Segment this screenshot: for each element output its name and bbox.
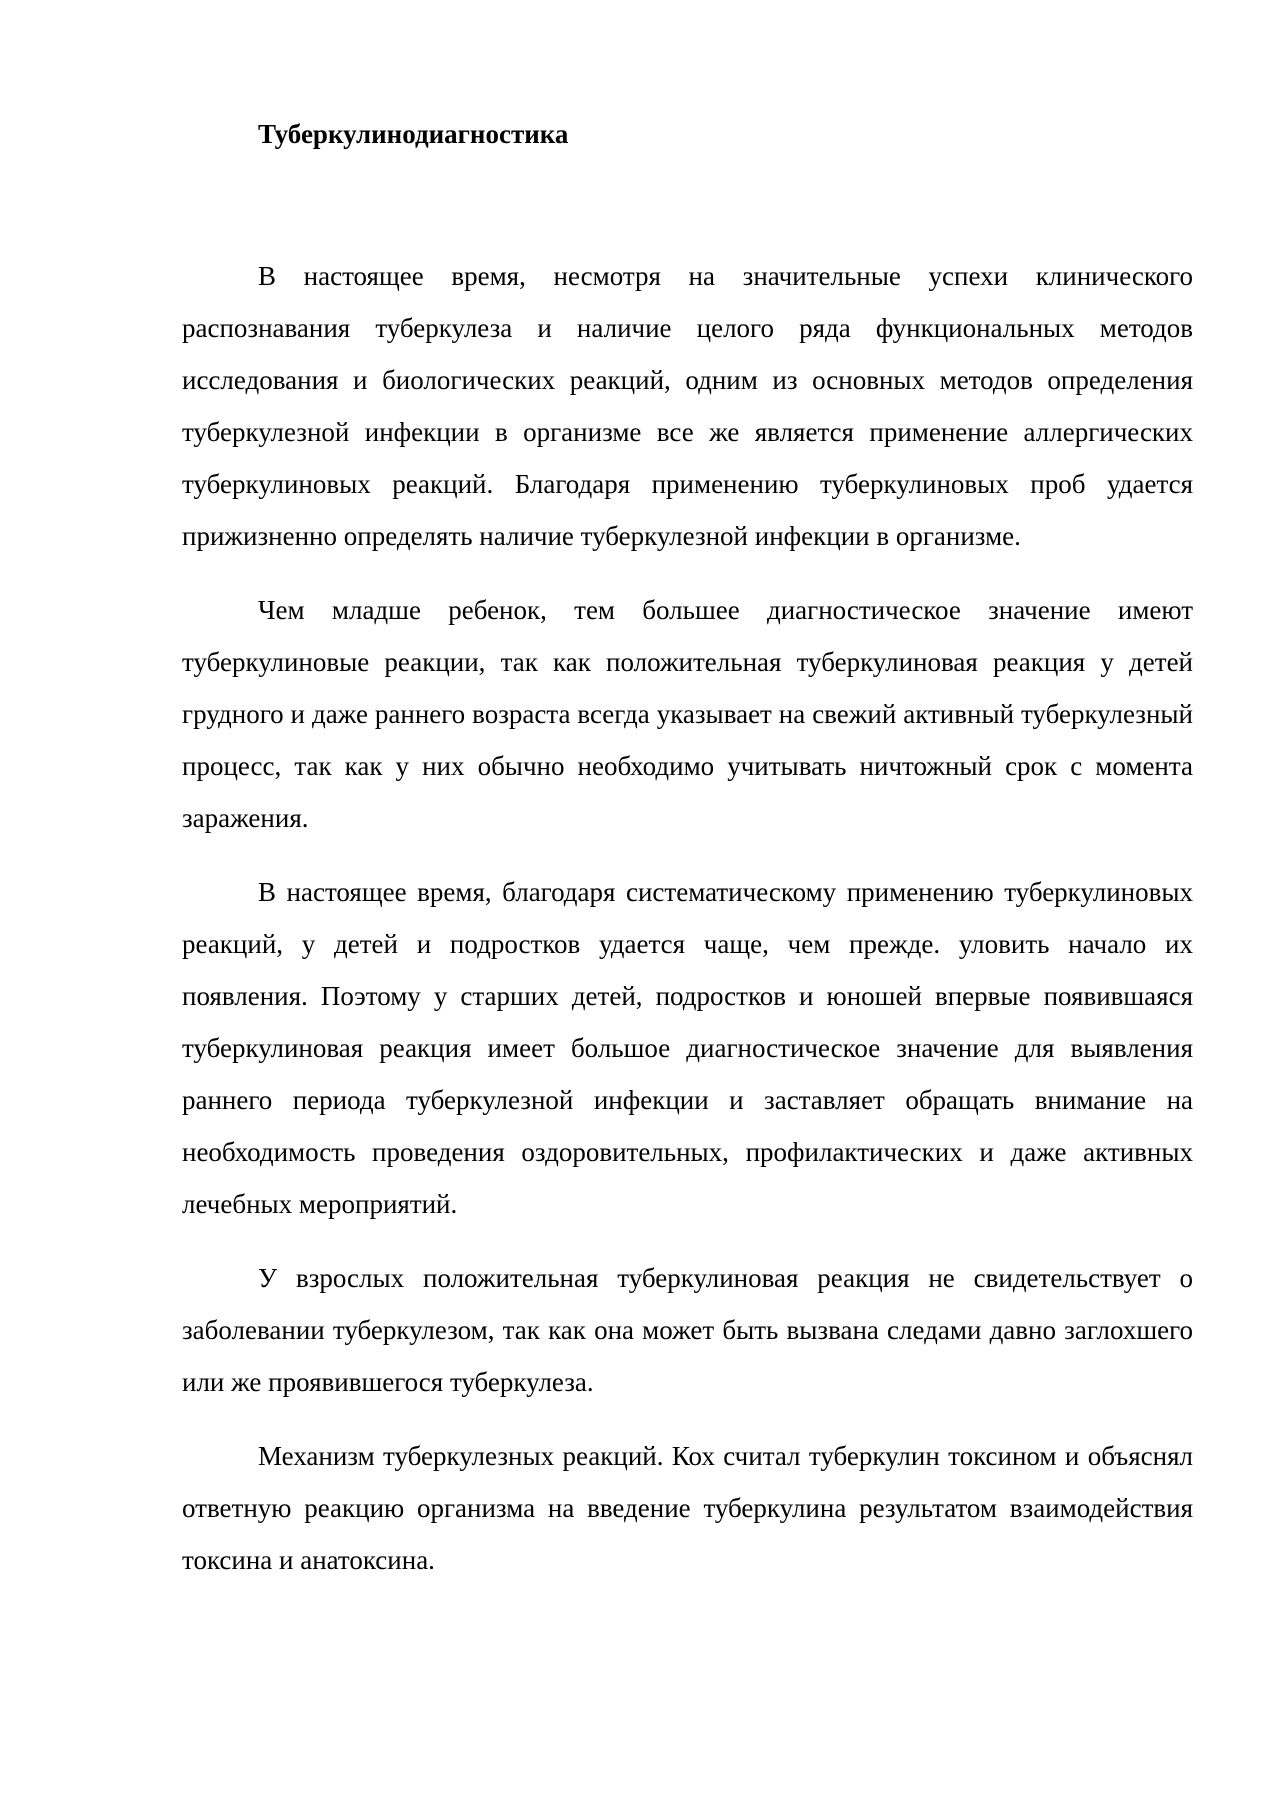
document-body bbox=[182, 250, 1193, 1586]
paragraph: В настоящее время, благодаря систематическому применению туберкулиновых реакций, у детей и подростков удается чаще, чем прежде. уловить начало их появления. Поэтому у старших детей, подростков и юношей впервые появившаяся туберкулиновая реакция имеет большое диагностическое значение для выявления раннего периода туберкулезной инфекции и заставляет обращать внимание на необходимость проведения оздоровительных, профилактических и даже активных лечебных мероприятий. bbox=[182, 877, 1193, 1219]
paragraph: В настоящее время, несмотря на значительные успехи клинического распознавания туберкулеза и наличие целого ряда функциональных методов исследования и биологических реакций, одним из основных методов определения туберкулезной инфекции в организме все же является применение аллергических туберкулиновых реакций. Благодаря применению туберкулиновых проб удается прижизненно определять наличие туберкулезной инфекции в организме. bbox=[182, 261, 1193, 551]
paragraph: Чем младше ребенок, тем большее диагностическое значение имеют туберкулиновые реакции, так как положительная туберкулиновая реакция у детей грудного и даже раннего возраста всегда указывает на свежий активный туберкулезный процесс, так как у них обычно необходимо учитывать ничтожный срок с момента заражения. bbox=[182, 595, 1193, 833]
paragraph: Механизм туберкулезных реакций. Кох считал туберкулин токсином и объяснял ответную реакцию организма на введение туберкулина результатом взаимодействия токсина и анатоксина. bbox=[182, 1441, 1193, 1575]
paragraph: У взрослых положительная туберкулиновая реакция не свидетельствует о заболевании туберкулезом, так как она может быть вызвана следами давно заглохшего или же проявившегося туберкулеза. bbox=[182, 1263, 1193, 1397]
document-title: Туберкулинодиагностика bbox=[258, 119, 569, 149]
